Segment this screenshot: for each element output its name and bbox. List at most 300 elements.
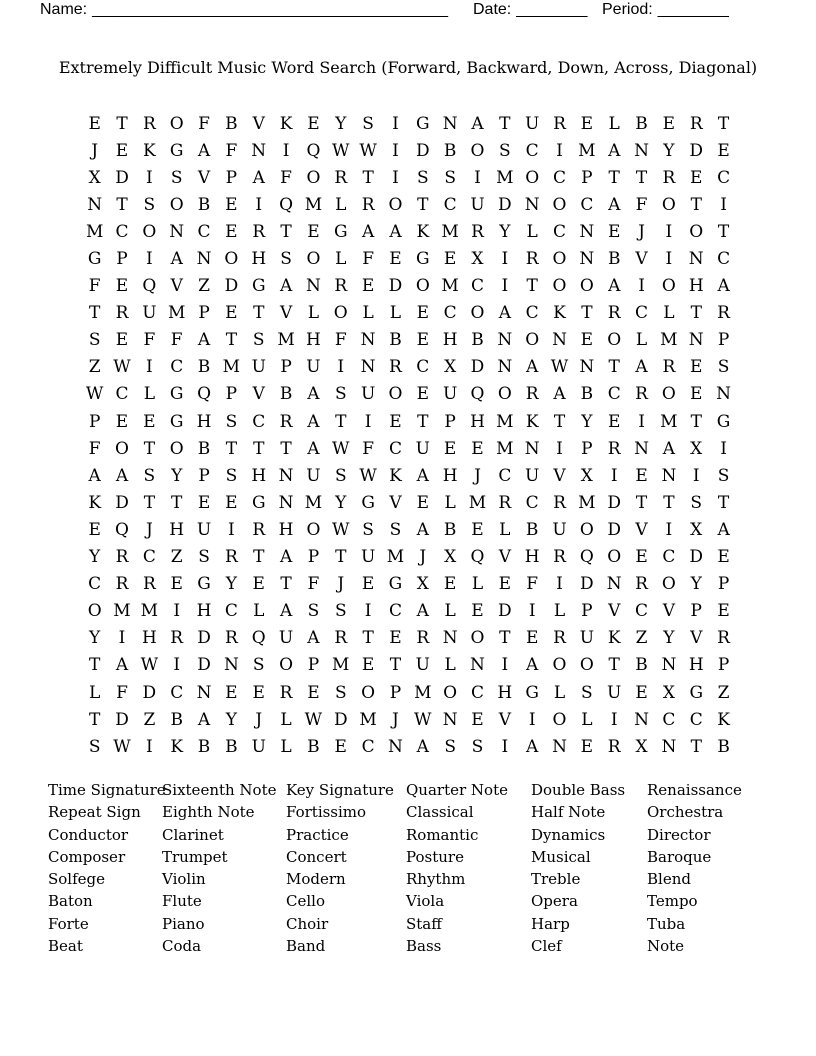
grid-cell: T [608, 167, 620, 188]
grid-cell: O [169, 194, 184, 215]
grid-cell: E [525, 628, 539, 649]
grid-cell: O [115, 438, 129, 459]
grid-cell: H [524, 547, 540, 568]
grid-cell: O [388, 384, 403, 405]
grid-cell: C [607, 384, 621, 405]
grid-cell: I [556, 438, 563, 459]
word-bank-item: Key Signature [286, 781, 394, 799]
word-bank-item: Clarinet [162, 825, 224, 844]
grid-cell: K [279, 113, 293, 134]
grid-cell: N [634, 140, 649, 161]
grid-cell: P [307, 547, 320, 568]
word-bank-item: Composer [48, 847, 126, 866]
grid-cell: L [89, 682, 101, 703]
grid-cell: N [497, 330, 513, 351]
grid-cell: S [252, 330, 265, 351]
grid-cell: X [690, 438, 703, 459]
grid-cell: F [143, 330, 156, 351]
grid-cell: Y [499, 221, 511, 242]
grid-cell: G [333, 221, 348, 242]
grid-cell: R [662, 357, 676, 378]
grid-cell: E [225, 492, 238, 513]
grid-cell: O [552, 655, 567, 676]
grid-cell: L [143, 384, 155, 405]
word-bank-column [48, 779, 166, 957]
grid-cell: I [665, 221, 673, 242]
grid-cell: T [362, 167, 374, 188]
grid-cell: E [690, 384, 703, 405]
grid-cell: L [635, 330, 648, 351]
grid-cell: W [359, 465, 377, 486]
grid-cell: N [442, 628, 458, 649]
word-bank-item: Classical [406, 803, 474, 822]
period-field-group [602, 1, 729, 19]
grid-cell: A [717, 276, 730, 297]
grid-cell: V [389, 492, 402, 513]
grid-cell: H [442, 330, 458, 351]
grid-cell: E [607, 411, 621, 432]
grid-cell: O [306, 249, 321, 270]
grid-cell: B [635, 113, 648, 134]
grid-cell: N [169, 221, 185, 242]
grid-cell: D [197, 628, 211, 649]
grid-cell: A [279, 276, 293, 297]
grid-cell: M [304, 492, 323, 513]
grid-cell: N [251, 140, 267, 161]
grid-cell: A [115, 465, 129, 486]
grid-cell: K [170, 736, 184, 757]
grid-cell: E [471, 601, 484, 622]
grid-cell: O [333, 303, 348, 324]
grid-cell: R [662, 167, 676, 188]
grid-cell: G [416, 113, 430, 134]
grid-cell: A [608, 276, 621, 297]
word-bank-item: Director [647, 825, 711, 844]
grid-cell: T [690, 411, 702, 432]
word-bank-item: Tempo [647, 892, 698, 911]
grid-cell: L [663, 303, 675, 324]
grid-cell: N [196, 249, 212, 270]
grid-cell: M [496, 411, 514, 432]
grid-cell: S [389, 519, 402, 540]
grid-cell: G [416, 249, 430, 270]
grid-cell: C [197, 221, 211, 242]
word-bank-item: Conductor [48, 825, 129, 844]
grid-cell: N [661, 465, 677, 486]
grid-cell: D [498, 601, 512, 622]
grid-cell: M [332, 655, 350, 676]
grid-cell: E [662, 113, 676, 134]
grid-cell: B [443, 519, 457, 540]
grid-cell: O [388, 194, 403, 215]
grid-cell: P [389, 682, 402, 703]
word-bank [48, 779, 757, 957]
grid-cell: A [197, 709, 211, 730]
grid-cell: C [443, 303, 457, 324]
grid-cell: H [470, 411, 485, 432]
grid-cell: E [334, 736, 347, 757]
grid-cell: I [665, 519, 673, 540]
grid-cell: D [197, 655, 211, 676]
grid-cell: U [552, 519, 567, 540]
grid-cell: C [388, 601, 402, 622]
grid-cell: B [197, 736, 211, 757]
grid-cell: V [498, 547, 511, 568]
grid-cell: N [196, 682, 212, 703]
grid-cell: A [526, 736, 539, 757]
grid-cell: K [607, 628, 621, 649]
grid-cell: N [442, 709, 458, 730]
grid-cell: I [173, 601, 181, 622]
grid-cell: M [578, 492, 596, 513]
grid-cell: K [88, 492, 102, 513]
grid-cell: T [280, 438, 292, 459]
grid-cell: I [501, 249, 509, 270]
grid-cell: R [115, 574, 129, 595]
grid-cell: M [85, 221, 104, 242]
grid-cell: Y [89, 628, 101, 649]
grid-cell: D [142, 682, 157, 703]
grid-cell: V [252, 113, 265, 134]
grid-cell: B [170, 709, 183, 730]
grid-cell: R [224, 547, 238, 568]
grid-cell: S [581, 682, 593, 703]
grid-cell: N [360, 330, 376, 351]
grid-cell: F [362, 438, 374, 459]
word-bank-item: Choir [286, 914, 329, 933]
grid-cell: H [251, 249, 267, 270]
grid-cell: Y [89, 547, 101, 568]
grid-cell: R [334, 628, 348, 649]
grid-cell: D [470, 357, 485, 378]
grid-cell: N [552, 736, 567, 757]
grid-cell: O [224, 249, 239, 270]
grid-cell: E [471, 519, 484, 540]
grid-cell: S [362, 519, 374, 540]
grid-cell: T [253, 547, 265, 568]
grid-cell: O [689, 221, 704, 242]
grid-cell: B [307, 736, 320, 757]
grid-cell: S [225, 465, 238, 486]
grid-cell: R [717, 303, 730, 324]
grid-cell: I [528, 601, 536, 622]
grid-cell: A [307, 411, 320, 432]
grid-cell: A [553, 384, 566, 405]
grid-cell: L [471, 574, 484, 595]
grid-cell: G [169, 384, 184, 405]
grid-cell: L [280, 709, 292, 730]
grid-cell: X [662, 682, 675, 703]
grid-cell: H [278, 519, 294, 540]
grid-cell: H [497, 682, 513, 703]
grid-cell: U [306, 357, 321, 378]
grid-cell: N [278, 492, 294, 513]
grid-cell: A [416, 465, 429, 486]
grid-cell: E [307, 682, 320, 703]
word-bank-column [531, 779, 647, 957]
grid-cell: H [688, 276, 704, 297]
grid-cell: I [364, 411, 372, 432]
grid-cell: A [471, 113, 484, 134]
grid-cell: G [716, 411, 731, 432]
grid-cell: L [307, 303, 320, 324]
grid-cell: E [443, 249, 457, 270]
grid-cell: L [553, 682, 566, 703]
grid-cell: A [170, 249, 183, 270]
grid-cell: A [197, 140, 211, 161]
puzzle-title: Extremely Difficult Music Word Search (Forward, Backward, Down, Across, Diagonal) [58, 58, 758, 77]
grid-cell: C [470, 276, 484, 297]
grid-cell: D [607, 492, 622, 513]
grid-cell: E [252, 682, 265, 703]
grid-cell: H [169, 519, 185, 540]
grid-cell: T [608, 655, 620, 676]
grid-cell: T [253, 303, 265, 324]
grid-cell: L [553, 601, 566, 622]
word-bank-item: Dynamics [531, 825, 606, 844]
grid-cell: E [115, 330, 129, 351]
grid-cell: T [635, 492, 648, 513]
grid-cell: D [689, 547, 704, 568]
grid-cell: Z [635, 628, 648, 649]
grid-cell: T [717, 492, 730, 513]
grid-cell: Z [717, 682, 730, 703]
grid-cell: T [717, 221, 730, 242]
grid-cell: T [225, 330, 238, 351]
grid-cell: Z [198, 276, 210, 297]
grid-cell: V [608, 601, 621, 622]
grid-cell: H [196, 411, 212, 432]
grid-cell: R [525, 249, 539, 270]
grid-cell: U [442, 384, 458, 405]
grid-cell: R [635, 384, 648, 405]
grid-cell: R [525, 384, 539, 405]
grid-cell: O [661, 384, 676, 405]
grid-cell: S [88, 330, 101, 351]
word-bank-item: Rhythm [406, 870, 466, 889]
grid-cell: C [553, 221, 567, 242]
word-bank-item: Modern [286, 870, 346, 889]
grid-cell: N [497, 357, 513, 378]
grid-cell: V [690, 628, 703, 649]
grid-cell: I [146, 357, 153, 378]
grid-cell: G [525, 682, 539, 703]
grid-cell: S [416, 167, 429, 188]
grid-cell: P [581, 167, 593, 188]
word-bank-item: Tuba [647, 914, 686, 933]
grid-cell: T [362, 628, 374, 649]
grid-cell: F [170, 330, 183, 351]
grid-cell: A [307, 628, 320, 649]
grid-cell: S [334, 682, 347, 703]
grid-cell: M [578, 140, 596, 161]
grid-cell: I [610, 465, 618, 486]
grid-cell: W [140, 655, 159, 676]
grid-cell: O [525, 167, 540, 188]
grid-cell: I [146, 249, 153, 270]
grid-cell: T [143, 492, 156, 513]
grid-cell: E [389, 249, 402, 270]
grid-cell: P [581, 438, 593, 459]
grid-cell: Q [579, 547, 594, 568]
grid-cell: A [252, 167, 265, 188]
grid-cell: N [634, 709, 649, 730]
word-bank-item: Bass [406, 937, 442, 956]
grid-cell: F [225, 140, 238, 161]
grid-cell: A [279, 547, 293, 568]
grid-cell: A [115, 655, 129, 676]
grid-cell: I [146, 736, 153, 757]
grid-cell: H [442, 465, 458, 486]
grid-cell: E [690, 357, 703, 378]
grid-cell: F [88, 276, 101, 297]
grid-cell: L [526, 221, 538, 242]
grid-cell: W [85, 384, 104, 405]
grid-cell: B [635, 655, 648, 676]
grid-cell: A [361, 221, 375, 242]
grid-cell: U [525, 465, 540, 486]
grid-cell: S [690, 492, 703, 513]
grid-cell: M [441, 276, 459, 297]
grid-cell: R [389, 357, 402, 378]
grid-cell: I [720, 438, 727, 459]
grid-cell: P [88, 411, 101, 432]
grid-cell: I [610, 709, 618, 730]
grid-cell: X [690, 519, 703, 540]
word-bank-item: Posture [406, 847, 464, 866]
grid-cell: R [635, 574, 648, 595]
grid-cell: U [306, 465, 321, 486]
grid-cell: G [169, 140, 184, 161]
grid-cell: Y [663, 628, 675, 649]
grid-cell: W [332, 438, 350, 459]
grid-cell: H [306, 330, 321, 351]
grid-cell: T [389, 655, 402, 676]
grid-cell: O [497, 384, 512, 405]
grid-cell: C [580, 194, 594, 215]
grid-cell: K [553, 303, 566, 324]
grid-cell: U [415, 655, 430, 676]
grid-cell: I [501, 655, 509, 676]
grid-cell: K [525, 411, 539, 432]
grid-cell: R [361, 194, 375, 215]
grid-cell: K [143, 140, 156, 161]
grid-cell: E [225, 194, 238, 215]
grid-cell: R [553, 547, 566, 568]
grid-cell: E [389, 411, 402, 432]
grid-cell: N [223, 655, 239, 676]
grid-cell: B [225, 736, 238, 757]
grid-cell: C [525, 140, 539, 161]
grid-cell: E [416, 384, 429, 405]
grid-cell: N [524, 194, 540, 215]
grid-cell: A [389, 221, 402, 242]
grid-cell: B [443, 140, 457, 161]
grid-cell: C [361, 736, 375, 757]
grid-cell: J [337, 574, 345, 595]
grid-cell: T [335, 547, 347, 568]
word-bank-item: Coda [162, 937, 202, 956]
word-bank-item: Opera [531, 892, 578, 911]
grid-cell: R [334, 167, 348, 188]
grid-cell: U [196, 519, 212, 540]
grid-cell: A [717, 519, 730, 540]
grid-cell: I [392, 140, 399, 161]
word-bank-item: Harp [531, 914, 570, 933]
grid-cell: H [196, 601, 212, 622]
grid-cell: A [279, 601, 293, 622]
grid-cell: P [307, 655, 320, 676]
grid-cell: N [552, 330, 567, 351]
grid-cell: N [360, 357, 376, 378]
grid-cell: V [170, 276, 183, 297]
grid-cell: E [580, 736, 594, 757]
grid-cell: E [635, 547, 648, 568]
grid-cell: R [471, 221, 484, 242]
grid-cell: M [359, 709, 377, 730]
grid-cell: R [607, 438, 621, 459]
grid-cell: G [87, 249, 102, 270]
grid-cell: H [141, 628, 157, 649]
grid-cell: V [635, 249, 648, 270]
grid-cell: S [499, 140, 511, 161]
grid-cell: X [444, 357, 457, 378]
grid-cell: X [580, 465, 593, 486]
grid-cell: A [416, 519, 429, 540]
grid-cell: E [143, 411, 156, 432]
grid-cell: B [717, 736, 730, 757]
name-fill-line: ________________________________________ [92, 1, 449, 18]
grid-cell: F [362, 249, 374, 270]
grid-cell: M [441, 221, 459, 242]
grid-cell: S [143, 194, 156, 215]
grid-cell: R [142, 574, 156, 595]
grid-cell: I [228, 519, 235, 540]
word-bank-item: Blend [647, 870, 691, 889]
grid-cell: V [252, 384, 265, 405]
grid-cell: F [198, 113, 210, 134]
grid-cell: P [225, 384, 238, 405]
grid-cell: G [361, 492, 375, 513]
word-bank-item: Cello [286, 892, 325, 911]
grid-cell: O [607, 330, 622, 351]
grid-cell: L [444, 492, 456, 513]
grid-cell: Q [470, 384, 485, 405]
grid-cell: O [525, 330, 540, 351]
grid-cell: M [386, 547, 405, 568]
grid-cell: O [169, 438, 184, 459]
grid-cell: E [307, 221, 320, 242]
grid-cell: I [638, 276, 645, 297]
grid-cell: R [115, 547, 129, 568]
grid-cell: C [717, 249, 731, 270]
grid-cell: R [717, 628, 730, 649]
grid-cell: M [660, 330, 678, 351]
grid-cell: E [607, 221, 621, 242]
grid-cell: O [470, 303, 485, 324]
grid-cell: D [333, 709, 348, 730]
word-bank-item: Orchestra [647, 803, 724, 822]
grid-cell: N [579, 221, 595, 242]
word-bank-item: Baton [48, 892, 93, 911]
grid-cell: D [415, 140, 430, 161]
grid-cell: V [279, 303, 293, 324]
grid-cell: U [251, 357, 266, 378]
grid-cell: N [661, 655, 677, 676]
grid-cell: Q [251, 628, 266, 649]
grid-cell: I [556, 140, 563, 161]
grid-cell: N [716, 384, 732, 405]
